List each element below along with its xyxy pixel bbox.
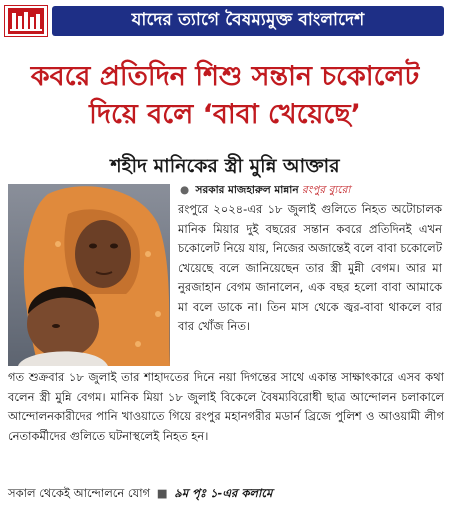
body-paragraph-3: সকাল থেকেই আন্দোলনে যোগ bbox=[8, 486, 151, 500]
headline-line-1: কবরে প্রতিদিন শিশু সন্তান চকোলেট bbox=[30, 61, 420, 92]
article-photo bbox=[8, 184, 170, 366]
bullet-icon: ● bbox=[180, 184, 190, 196]
headline-line-2: দিয়ে বলে ‘বাবা খেয়েছে’ bbox=[89, 99, 361, 130]
square-bullet-icon: ■ bbox=[156, 486, 168, 500]
headline bbox=[4, 58, 446, 134]
byline bbox=[180, 183, 446, 200]
author-name: সরকার মাজহারুল মান্নান bbox=[195, 184, 299, 196]
continuation-line bbox=[8, 484, 444, 504]
section-title: যাদের ত্যাগে বৈষম্যমুক্ত বাংলাদেশ bbox=[52, 6, 444, 36]
subheadline: শহীদ মানিকের স্ত্রী মুন্নি আক্তার bbox=[110, 155, 340, 177]
body-paragraph-2: গত শুক্রবার ১৮ জুলাই তার শাহাদতের দিনে নয়া দিগন্তের সাথে একান্ত সাক্ষাৎকারে এসব কথা বলেন স্ত্রী মুন্নি বেগম। মানিক মিয়া ১৮ জুলাই বিকেলে বৈষম্যবিরোধী ছাত্র আন্দোলন চলাকালে আন্দোলনকারীদের পানি খাওয়াতে গিয়ে রংপুর মহানগরীর মডার্ন ব্রিজে পুলিশ ও আওয়ামী লীগ নেতাকর্মীদের গুলিতে ঘটনাস্থলেই নিহত হন। bbox=[8, 370, 444, 443]
continued-reference: ৯ম পৃঃ ১-এর কলামে bbox=[174, 486, 273, 500]
section-banner bbox=[4, 4, 444, 38]
newspaper-logo bbox=[4, 5, 48, 37]
body-paragraph-1: রংপুরে ২০২৪-এর ১৮ জুলাই গুলিতে নিহত অটোচালক মানিক মিয়ার দুই বছরের সন্তান কবরে প্রতিদিনই এখন চকোলেট নিয়ে যায়, নিজের অজান্তেই বলে বাবা চকোলেট খেয়েছে বলে জানিয়েছেন তার স্ত্রী মুন্নী বেগম। আর মা নুরজাহান বেগম জানালেন, এক বছর হলো বাবা আমাকে মা বলে ডাকে না। তিন মাস থেকে জ্বর-বাবা থাকলে বার বার খোঁজ নিত। bbox=[178, 202, 442, 333]
author-location: রংপুর ব্যুরো bbox=[301, 184, 351, 196]
